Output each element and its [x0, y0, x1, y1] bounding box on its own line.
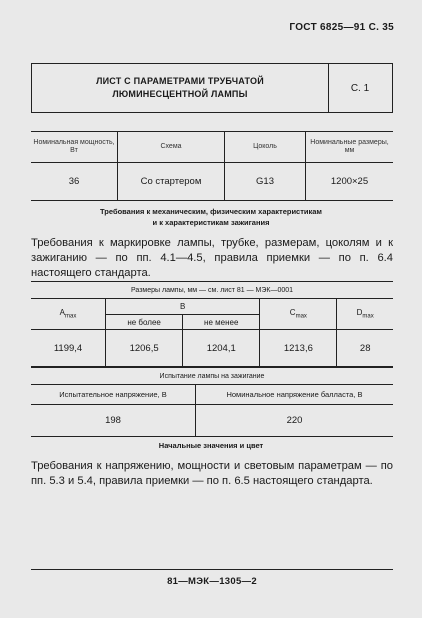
header-power: Номинальная мощность, Вт [31, 132, 118, 163]
title-line-2: ЛЮМИНЕСЦЕНТНОЙ ЛАМПЫ [112, 89, 248, 99]
sheet-number: С. 1 [350, 82, 370, 94]
header-test-voltage: Испытательное напряжение, В [31, 385, 196, 405]
ignition-test-table [31, 367, 393, 437]
requirements-paragraph-1: Требования к маркировке лампы, трубке, размерам, цоколям и к зажиганию — по пп. 4.1—4.5, правила приемки — по п. 6.4 настоящего стандарта. [31, 237, 393, 279]
section-heading-2: Начальные значения и цвет [158, 441, 264, 450]
header-c-max [260, 299, 337, 330]
header-d-max [337, 299, 393, 330]
header-b-min: не менее [183, 315, 260, 330]
cell-base: G13 [225, 163, 306, 201]
header-base: Цоколь [225, 132, 306, 163]
header-b-max: не более [106, 315, 183, 330]
header-c-letter: C [289, 308, 296, 318]
title-line-1: ЛИСТ С ПАРАМЕТРАМИ ТРУБЧАТОЙ [96, 76, 264, 86]
header-a-max [31, 299, 106, 330]
cell-dimensions: 1200×25 [306, 163, 394, 201]
section-heading-1 [0, 206, 422, 228]
dimensions-caption: Размеры лампы, мм — см. лист 81 — МЭК—0001 [31, 282, 393, 299]
lamp-parameters-table [31, 131, 393, 201]
page-header: ГОСТ 6825—91 С. 35 [289, 22, 394, 33]
page-footer: 81—МЭК—1305—2 [31, 569, 393, 587]
header-ballast-voltage: Номинальное напряжение балласта, В [196, 385, 394, 405]
cell-ballast-voltage: 220 [196, 405, 394, 437]
header-a-letter: A [59, 308, 66, 318]
header-a-sub: max [65, 313, 77, 320]
sheet-title [32, 64, 329, 112]
title-box [31, 63, 393, 113]
section-heading-1-line-2: и к характеристикам зажигания [152, 218, 270, 227]
header-b: B [106, 299, 260, 315]
header-d-sub: max [362, 313, 374, 320]
requirements-paragraph-2: Требования к напряжению, мощности и световым параметрам — по пп. 5.3 и 5.4, правила приемки — по п. 6.5 настоящего стандарта. [31, 460, 393, 487]
cell-d-max: 28 [337, 330, 393, 367]
header-d-letter: D [356, 308, 363, 318]
cell-power: 36 [31, 163, 118, 201]
section-heading-1-line-1: Требования к механическим, физическим характеристикам [100, 207, 322, 216]
lamp-dimensions-table [31, 281, 393, 367]
ignition-caption: Испытание лампы на зажигание [31, 368, 393, 385]
cell-a-max: 1199,4 [31, 330, 106, 367]
header-c-sub: max [295, 313, 307, 320]
header-scheme: Схема [118, 132, 225, 163]
cell-b-max: 1206,5 [106, 330, 183, 367]
cell-scheme: Со стартером [118, 163, 225, 201]
header-dimensions: Номинальные размеры, мм [306, 132, 394, 163]
cell-b-min: 1204,1 [183, 330, 260, 367]
cell-c-max: 1213,6 [260, 330, 337, 367]
cell-test-voltage: 198 [31, 405, 196, 437]
